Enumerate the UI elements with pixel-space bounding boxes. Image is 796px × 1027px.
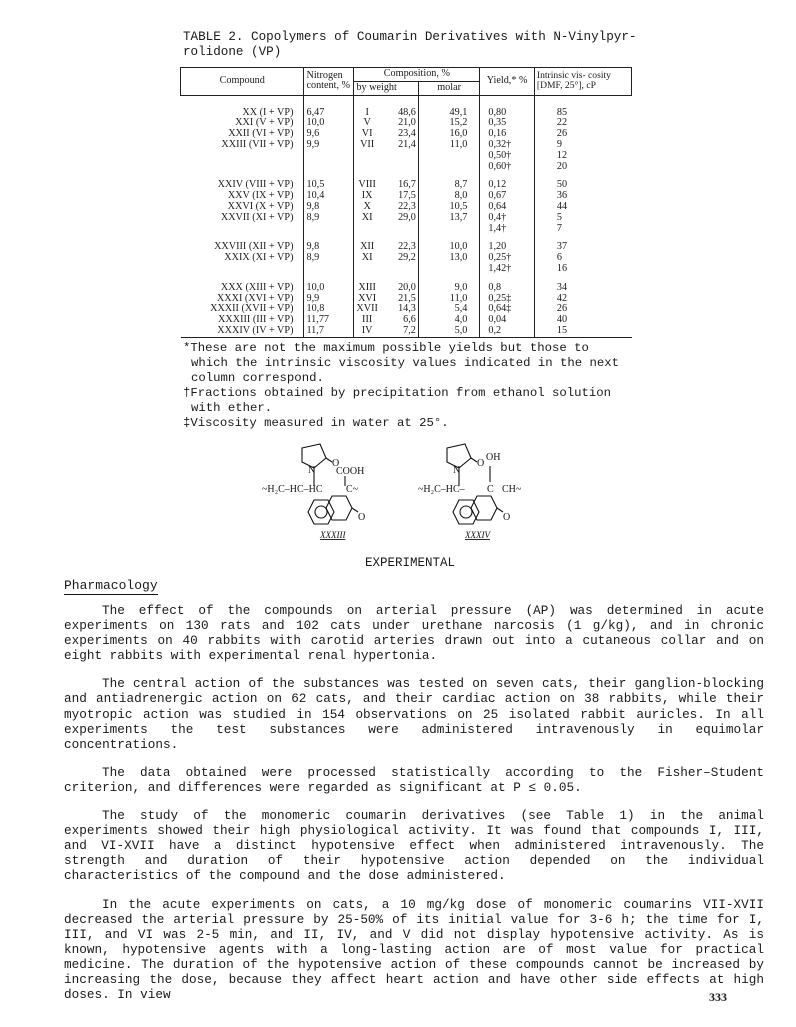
cell-nitrogen: 10,8	[304, 304, 354, 315]
cell-monomer: XI	[354, 213, 380, 224]
cell-monomer: V	[354, 118, 380, 129]
cell-monomer: III	[354, 315, 380, 326]
table-row	[181, 234, 632, 253]
cell-monomer: VI	[354, 129, 380, 140]
cell-monomer: X	[354, 202, 380, 213]
cell-compound	[181, 151, 304, 162]
cell-monomer: XVII	[354, 304, 380, 315]
cell-molar	[418, 151, 479, 162]
cell-compound	[181, 224, 304, 235]
header-viscosity: Intrinsic vis- cosity [DMF, 25°], cP	[534, 68, 631, 96]
cell-yield: 1,4†	[480, 224, 535, 235]
cell-molar: 49,1	[418, 95, 479, 118]
cell-nitrogen	[304, 264, 354, 275]
section-heading-pharmacology: Pharmacology	[64, 578, 158, 593]
cell-viscosity: 7	[534, 224, 631, 235]
cell-viscosity: 20	[534, 162, 631, 173]
cell-weight: 7,2	[380, 326, 419, 337]
cell-monomer: XI	[354, 253, 380, 264]
table-row	[181, 213, 632, 224]
cell-viscosity: 26	[534, 304, 631, 315]
cell-nitrogen	[304, 162, 354, 173]
cell-weight: 16,7	[398, 179, 416, 191]
cell-molar: 4,0	[418, 315, 479, 326]
paragraph: The effect of the compounds on arterial pressure (AP) was determined in acute experiments on 130 rats and 102 cats under urethane narcosis (1 g/kg), and in chronic experiments on 40 rabbits with carotid arteries drawn out into a cutaneous collar and on eight rabbits with experimental renal hypertonia.	[64, 603, 764, 664]
cell-nitrogen: 10,0	[304, 118, 354, 129]
cell-molar: 5,4	[418, 304, 479, 315]
footnote-double-dagger: ‡Viscosity measured in water at 25°.	[183, 416, 449, 430]
cell-weight: 48,6	[398, 106, 416, 118]
table-row	[181, 151, 632, 162]
cell-compound: XXXI (XVI + VP)	[216, 292, 294, 304]
table-row	[181, 326, 632, 337]
cell-compound: XXX (XIII + VP)	[220, 281, 294, 293]
paragraph: The study of the monomeric coumarin derivatives (see Table 1) in the animal experiments showed their high physiological activity. It was found that compounds I, III, and VI-XVII have a distinct hypotensive effect when administered intravenously. The strength and duration of their hypotensive action depended on the individual characteristics of the compound and the dose administered.	[64, 808, 764, 884]
cell-viscosity: 40	[534, 315, 631, 326]
structure-left-labels	[262, 458, 365, 540]
cell-nitrogen: 11,77	[304, 315, 354, 326]
cell-nitrogen	[304, 224, 354, 235]
header-nitrogen: Nitrogen content, %	[304, 68, 354, 96]
cell-molar: 15,2	[418, 118, 479, 129]
paragraph: In the acute experiments on cats, a 10 mg/kg dose of monomeric coumarins VII-XVII decreased the arterial pressure by 25-50% of its initial value for 3-6 h; the time for I, III, and VI was 2-5 min, and II, IV, and V did not display hypotensive activity. As is known, hypotensive agents with a long-lasting action are of most value for practical medicine. The duration of the hypotensive action of these compounds cannot be increased by increasing the dose, because they affect heart action and have other side effects at high doses. In view	[64, 896, 764, 1003]
copolymer-table	[180, 67, 632, 338]
cell-weight: 6,6	[403, 314, 416, 326]
left-acid-label: COOH	[336, 466, 365, 477]
cell-nitrogen: 9,8	[304, 202, 354, 213]
cell-molar: 11,0	[418, 294, 479, 305]
cell-yield: 0,64‡	[480, 304, 535, 315]
cell-monomer	[354, 264, 380, 275]
cell-compound: XXXIII (III + VP)	[218, 314, 294, 326]
header-composition: Composition, %	[354, 68, 480, 82]
cell-compound: XXVII (XI + VP)	[220, 211, 294, 223]
cell-yield: 0,25†	[480, 253, 535, 264]
left-n-label: N	[308, 465, 316, 476]
cell-weight	[380, 151, 419, 162]
cell-monomer: VIII	[354, 172, 380, 191]
cell-viscosity: 50	[534, 172, 631, 191]
cell-viscosity: 12	[534, 151, 631, 162]
cell-compound	[181, 264, 304, 275]
cell-viscosity: 6	[534, 253, 631, 264]
cell-molar: 11,0	[418, 140, 479, 151]
cell-yield: 0,67	[480, 191, 535, 202]
cell-weight: 29,2	[398, 252, 416, 264]
table-row	[181, 275, 632, 294]
cell-molar: 10,0	[418, 234, 479, 253]
cell-nitrogen: 10,4	[304, 191, 354, 202]
cell-yield: 0,12	[480, 172, 535, 191]
cell-yield: 1,42†	[480, 264, 535, 275]
cell-monomer	[354, 151, 380, 162]
right-o-label: O	[477, 458, 485, 469]
left-tail-label: C~	[346, 484, 359, 495]
cell-molar: 5,0	[418, 326, 479, 337]
right-tail-label: CH~	[502, 484, 522, 495]
table-row	[181, 264, 632, 275]
cell-yield: 0,50†	[480, 151, 535, 162]
cell-monomer	[354, 162, 380, 173]
cell-compound: XX (I + VP)	[242, 106, 294, 118]
header-yield: Yield,* %	[480, 68, 535, 96]
left-chain-label: ~H₂C–HC–HC	[262, 484, 323, 495]
footnote-star-line3: column correspond.	[191, 371, 324, 385]
footnote-dagger-line1: †Fractions obtained by precipitation from ethanol solution	[183, 386, 612, 400]
cell-compound: XXI (V + VP)	[235, 117, 294, 129]
cell-weight: 23,4	[398, 128, 416, 140]
left-compound-label: XXXIII	[320, 530, 346, 540]
cell-compound: XXVIII (XII + VP)	[214, 241, 294, 253]
cell-yield: 0,8	[480, 275, 535, 294]
cell-molar: 10,5	[418, 202, 479, 213]
cell-compound	[181, 162, 304, 173]
table-row	[181, 95, 632, 118]
cell-viscosity: 5	[534, 213, 631, 224]
cell-molar: 13,0	[418, 253, 479, 264]
cell-molar: 8,0	[418, 191, 479, 202]
cell-compound: XXVI (X + VP)	[227, 200, 294, 212]
cell-monomer: XIII	[354, 275, 380, 294]
cell-molar: 13,7	[418, 213, 479, 224]
cell-monomer: I	[354, 95, 380, 118]
cell-yield: 0,2	[480, 326, 535, 337]
cell-yield: 0,80	[480, 95, 535, 118]
cell-molar: 8,7	[418, 172, 479, 191]
cell-monomer: XVI	[354, 294, 380, 305]
cell-monomer: IV	[354, 326, 380, 337]
cell-yield: 0,60†	[480, 162, 535, 173]
cell-molar	[418, 224, 479, 235]
table-caption: TABLE 2. Copolymers of Coumarin Derivatives with N-Vinylpyr- rolidone (VP)	[183, 30, 637, 59]
cell-monomer: VII	[354, 140, 380, 151]
paragraph: The data obtained were processed statistically according to the Fisher–Student criterion, and differences were regarded as significant at P ≤ 0.05.	[64, 764, 764, 795]
cell-molar	[418, 264, 479, 275]
cell-weight: 21,5	[398, 292, 416, 304]
cell-yield: 0,32†	[480, 140, 535, 151]
cell-weight: 22,3	[398, 241, 416, 253]
cell-yield: 1,20	[480, 234, 535, 253]
cell-weight: 17,5	[398, 190, 416, 202]
cell-viscosity: 36	[534, 191, 631, 202]
cell-yield: 0,25‡	[480, 294, 535, 305]
cell-nitrogen: 10,0	[304, 275, 354, 294]
left-ring-o-label: O	[358, 512, 366, 523]
cell-weight	[380, 264, 419, 275]
cell-nitrogen: 9,8	[304, 234, 354, 253]
cell-viscosity: 85	[534, 95, 631, 118]
cell-viscosity: 26	[534, 129, 631, 140]
cell-nitrogen: 9,6	[304, 129, 354, 140]
cell-weight: 21,0	[398, 117, 416, 129]
cell-molar: 16,0	[418, 129, 479, 140]
cell-viscosity: 15	[534, 326, 631, 337]
right-compound-label: XXXIV	[465, 530, 490, 540]
cell-nitrogen: 6,47	[304, 95, 354, 118]
cell-compound: XXXII (XVII + VP)	[210, 303, 294, 315]
cell-viscosity: 16	[534, 264, 631, 275]
chemical-structures	[262, 438, 562, 558]
footnote-star-line2: which the intrinsic viscosity values indicated in the next	[191, 356, 620, 370]
header-compound: Compound	[181, 68, 304, 96]
cell-weight	[380, 162, 419, 173]
header-by-weight: by weight	[354, 81, 419, 95]
table-row	[181, 162, 632, 173]
table-body	[181, 95, 632, 337]
cell-compound: XXIX (XI + VP)	[224, 252, 294, 264]
cell-viscosity: 22	[534, 118, 631, 129]
section-heading-experimental: EXPERIMENTAL	[365, 556, 456, 570]
cell-weight: 29,0	[398, 211, 416, 223]
cell-yield: 0,64	[480, 202, 535, 213]
cell-monomer: IX	[354, 191, 380, 202]
table-row	[181, 224, 632, 235]
cell-weight	[380, 224, 419, 235]
cell-viscosity: 37	[534, 234, 631, 253]
body-text	[64, 603, 764, 1015]
right-ring-o-label: O	[503, 512, 511, 523]
cell-viscosity: 42	[534, 294, 631, 305]
cell-nitrogen: 9,9	[304, 140, 354, 151]
right-oh-label: OH	[486, 452, 501, 463]
cell-molar	[418, 162, 479, 173]
cell-compound: XXIII (VII + VP)	[221, 138, 294, 150]
structure-right-labels	[418, 452, 522, 540]
cell-yield: 0,04	[480, 315, 535, 326]
cell-compound: XXV (IX + VP)	[227, 190, 294, 202]
cell-yield: 0,4†	[480, 213, 535, 224]
table-footnotes	[183, 341, 643, 431]
right-n-label: N	[453, 465, 461, 476]
cell-weight: 21,4	[398, 138, 416, 150]
cell-monomer: XII	[354, 234, 380, 253]
header-molar: molar	[418, 81, 479, 95]
right-chain-label: ~H₂C–HC–	[418, 484, 465, 495]
cell-compound: XXXIV (IV + VP)	[181, 326, 304, 337]
cell-nitrogen: 8,9	[304, 253, 354, 264]
table-row	[181, 172, 632, 191]
cell-yield: 0,35	[480, 118, 535, 129]
cell-yield: 0,16	[480, 129, 535, 140]
footnote-star-line1: *These are not the maximum possible yields but those to	[183, 341, 589, 355]
cell-nitrogen: 10,5	[304, 172, 354, 191]
cell-compound: XXII (VI + VP)	[228, 128, 294, 140]
cell-nitrogen	[304, 151, 354, 162]
footnote-dagger-line2: with ether.	[191, 401, 273, 415]
cell-weight: 14,3	[398, 303, 416, 315]
cell-viscosity: 34	[534, 275, 631, 294]
cell-nitrogen: 9,9	[304, 294, 354, 305]
cell-weight: 20,0	[398, 281, 416, 293]
cell-weight: 22,3	[398, 200, 416, 212]
page-number: 333	[709, 990, 727, 1004]
cell-viscosity: 44	[534, 202, 631, 213]
paragraph: The central action of the substances was tested on seven cats, their ganglion-blocking and antiadrenergic action on 62 cats, and their cardiac action on 38 rabbits, while their myotropic action was studied in 154 observations on 25 isolated rabbit auricles. In all experiments the test substances were administered intravenously in equimolar concentrations.	[64, 676, 764, 752]
right-c-label: C	[487, 484, 494, 495]
cell-viscosity: 9	[534, 140, 631, 151]
cell-monomer	[354, 224, 380, 235]
cell-nitrogen: 11,7	[304, 326, 354, 337]
cell-molar: 9,0	[418, 275, 479, 294]
cell-compound: XXIV (VIII + VP)	[217, 179, 294, 191]
cell-nitrogen: 8,9	[304, 213, 354, 224]
left-o-label: O	[332, 458, 340, 469]
